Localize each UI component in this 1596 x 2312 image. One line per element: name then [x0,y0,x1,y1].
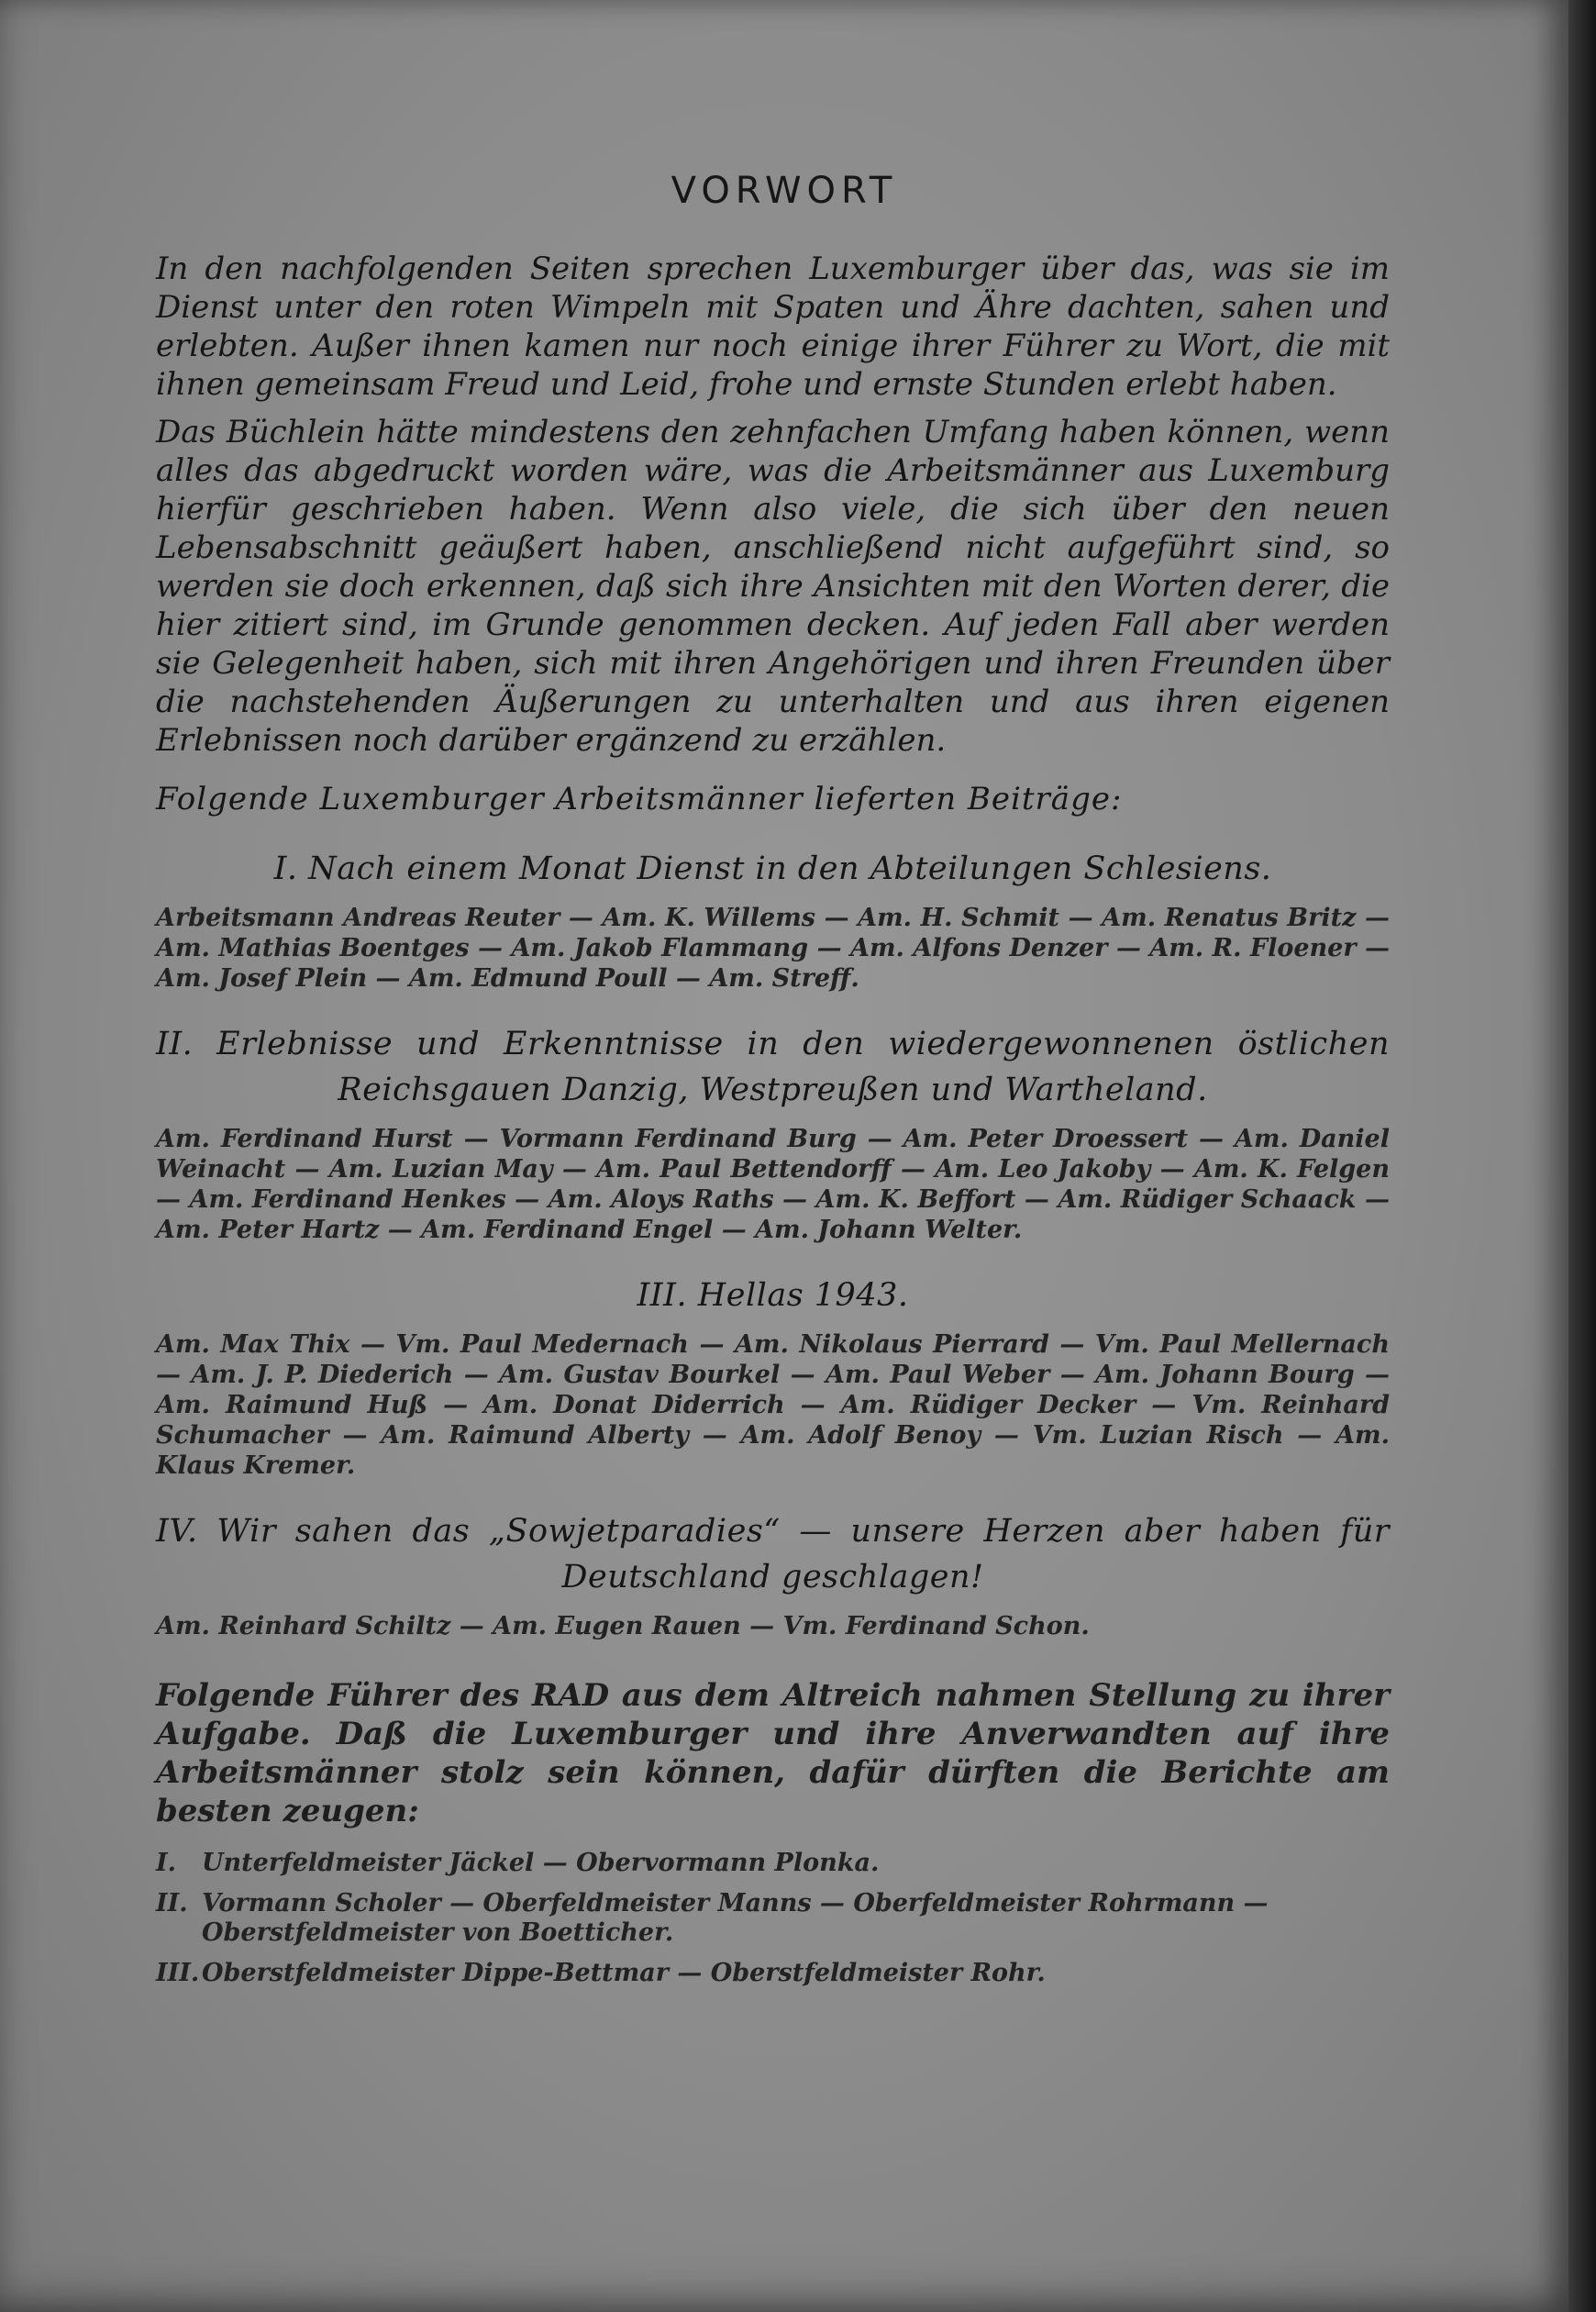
list-item-text: Vormann Scholer — Oberfeldmeister Manns — Oberfeldmeister Rohrmann — Oberstfeldmeister von Boetticher. [202,1889,1269,1947]
section-title: II. Erlebnisse und Erkenntnisse in den wiedergewonnenen östlichen Reichsgauen Danzig, Westpreußen und Wartheland. [156,1026,1390,1108]
page-heading: VORWORT [671,170,898,212]
list-item-number: II. [156,1889,188,1917]
section-title: I. Nach einem Monat Dienst in den Abteilungen Schlesiens. [273,850,1272,887]
page-edge-shadow [1568,0,1596,2312]
contributor-names: Am. Reinhard Schiltz — Am. Eugen Rauen — Vm. Ferdinand Schon. [156,1612,1090,1640]
list-item-text: Oberstfeldmeister Dippe-Bettmar — Oberstfeldmeister Rohr. [202,1959,1046,1987]
leaders-intro: Folgende Führer des RAD aus dem Altreich nahmen Stellung zu ihrer Aufgabe. Daß die Luxemburger und ihre Anverwandten auf ihre Arbeitsmänner stolz sein können, dafür dürften die Berichte am besten zeugen: [156,1677,1390,1829]
section-title: IV. Wir sahen das „Sowjetparadies“ — unsere Herzen aber haben für Deutschland geschlagen! [156,1513,1390,1595]
section-4 [156,1508,1390,1641]
body-paragraph: Das Büchlein hätte mindestens den zehnfachen Umfang haben können, wenn alles das abgedruckt worden wäre, was die Arbeitsmänner aus Luxemburg hierfür geschrieben haben. Wenn also viele, die sich über den neuen Lebensabschnitt geäußert haben, anschließend nicht aufgeführt sind, so werden sie doch erkennen, daß sich ihre Ansichten mit den Worten derer, die hier zitiert sind, im Grunde genommen decken. Auf jeden Fall aber werden sie Gelegenheit haben, sich mit ihren Angehörigen und ihren Freunden über die nachstehenden Äußerungen zu unterhalten und aus ihren eigenen Erlebnissen noch darüber ergänzend zu erzählen. [156,414,1390,759]
list-item-text: Unterfeldmeister Jäckel — Obervormann Plonka. [202,1849,880,1877]
list-item [156,1959,1390,1988]
list-item-number: III. [156,1959,200,1987]
contributor-names: Am. Max Thix — Vm. Paul Medernach — Am. Nikolaus Pierrard — Vm. Paul Mellernach — Am. J. P. Diederich — Am. Gustav Bourkel — Am. Paul Weber — Am. Johann Bourg — Am. Raimund Huß — Am. Donat Diderrich — Am. Rüdiger Decker — Vm. Reinhard Schumacher — Am. Raimund Alberty — Am. Adolf Benoy — Vm. Luzian Risch — Am. Klaus Kremer. [156,1330,1390,1480]
section-3 [156,1273,1390,1481]
intro-paragraph: In den nachfolgenden Seiten sprechen Luxemburger über das, was sie im Dienst unter den roten Wimpeln mit Spaten und Ähre dachten, sahen und erlebten. Außer ihnen kamen nur noch einige ihrer Führer zu Wort, die mit ihnen gemeinsam Freud und Leid, frohe und ernste Stunden erlebt haben. [156,250,1390,403]
contributor-names: Arbeitsmann Andreas Reuter — Am. K. Willems — Am. H. Schmit — Am. Renatus Britz — Am. Mathias Boentges — Am. Jakob Flammang — Am. Alfons Denzer — Am. R. Floener — Am. Josef Plein — Am. Edmund Poull — Am. Streff. [156,904,1390,993]
leader-list [156,1849,1390,1988]
list-item-number: I. [156,1849,177,1877]
section-1 [156,846,1390,994]
section-title: III. Hellas 1943. [637,1277,909,1314]
foreword-body [156,250,1390,1999]
list-item [156,1889,1390,1948]
contributors-intro: Folgende Luxemburger Arbeitsmänner lieferten Beiträge: [156,781,1123,817]
section-2 [156,1021,1390,1245]
list-item [156,1849,1390,1878]
contributor-names: Am. Ferdinand Hurst — Vormann Ferdinand Burg — Am. Peter Droessert — Am. Daniel Weinacht — Am. Luzian May — Am. Paul Bettendorff — Am. Leo Jakoby — Am. K. Felgen — Am. Ferdinand Henkes — Am. Aloys Raths — Am. K. Beffort — Am. Rüdiger Schaack — Am. Peter Hartz — Am. Ferdinand Engel — Am. Johann Welter. [156,1125,1390,1244]
